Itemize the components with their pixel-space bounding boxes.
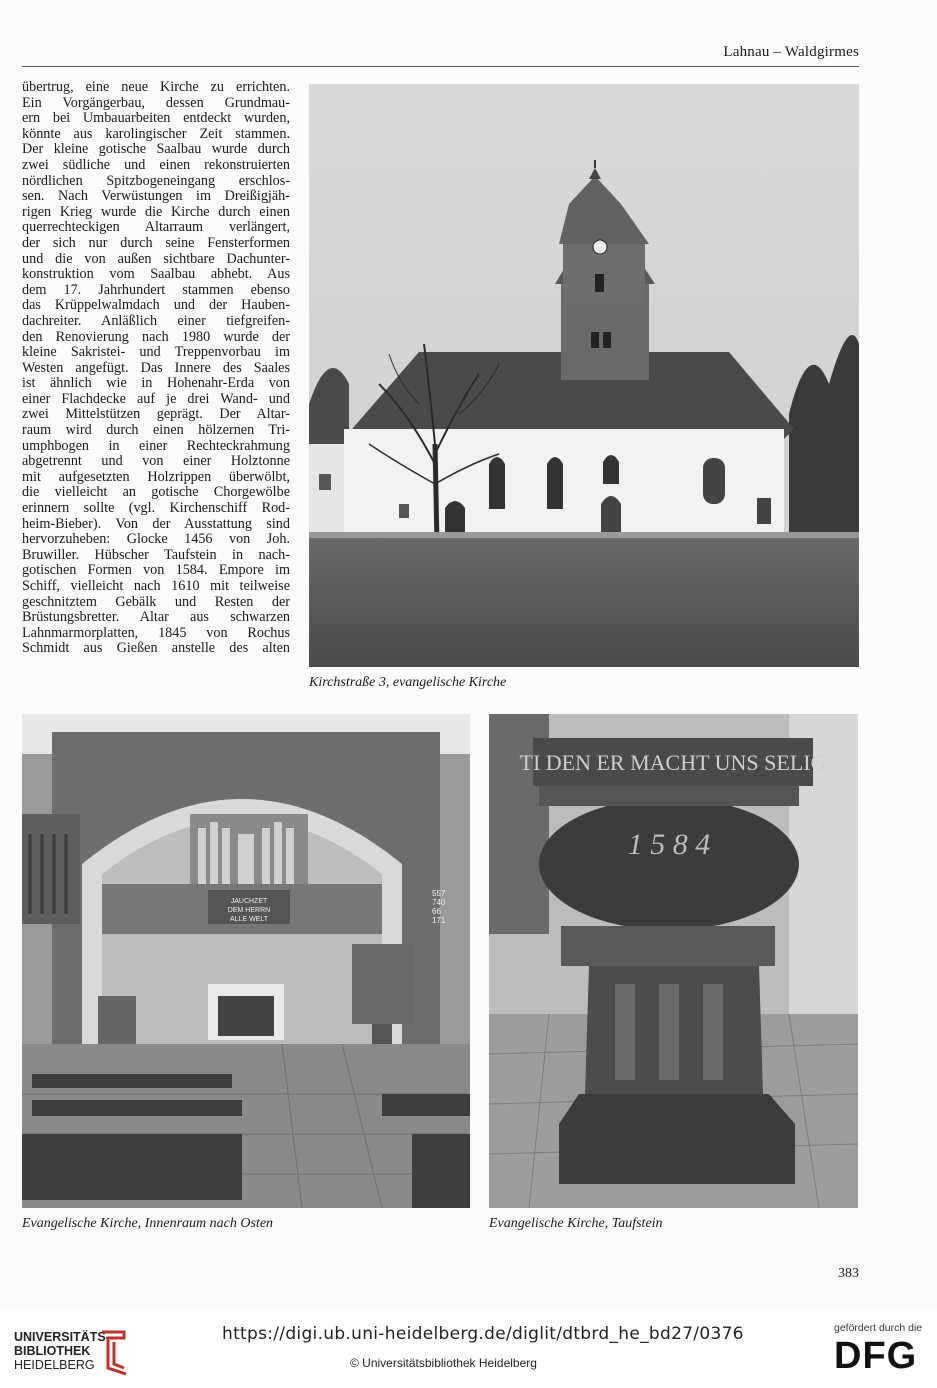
church-interior-illustration bbox=[22, 714, 470, 1208]
body-text-line: sen. Nach Verwüstungen im Dreißigjäh- bbox=[22, 188, 290, 205]
church-interior-photo bbox=[22, 714, 470, 1208]
body-text-line: könnte aus karolingischer Zeit stammen. bbox=[22, 125, 290, 142]
body-text-line: umphbogen in einer Rechteckrahmung bbox=[22, 437, 290, 454]
body-text-line: geschnitztem Gebälk und Resten der bbox=[22, 593, 290, 610]
body-text-line: Schmidt aus Gießen anstelle des alten bbox=[22, 640, 290, 657]
body-text-line: Lahnmarmorplatten, 1845 von Rochus bbox=[22, 624, 290, 641]
caption-church-exterior: Kirchstraße 3, evangelische Kirche bbox=[309, 675, 507, 690]
body-text-line: hervorzuheben: Glocke 1456 von Joh. bbox=[22, 531, 290, 548]
body-text-line: ist ähnlich wie in Hohenahr-Erda von bbox=[22, 375, 290, 392]
caption-baptismal-font: Evangelische Kirche, Taufstein bbox=[489, 1216, 663, 1231]
body-text-line: zwei Mittelstützen geprägt. Der Altar- bbox=[22, 406, 290, 423]
body-text-line: dem 17. Jahrhundert stammen ebenso bbox=[22, 281, 290, 298]
page-number: 383 bbox=[838, 1266, 859, 1281]
header-rule bbox=[22, 66, 859, 67]
body-text-line: die vielleicht an gotische Chorgewölbe bbox=[22, 484, 290, 501]
body-text-line: kleine Sakristei- und Treppenvorbau im bbox=[22, 344, 290, 361]
body-text-line: nördlichen Spitzbogeneingang erschlos- bbox=[22, 172, 290, 189]
body-text-line: Ein Vorgängerbau, dessen Grundmau- bbox=[22, 94, 290, 111]
hymn-number: 740 bbox=[432, 898, 446, 907]
caption-interior: Evangelische Kirche, Innenraum nach Osten bbox=[22, 1216, 274, 1231]
library-line-2: BIBLIOTHEK bbox=[14, 1344, 91, 1358]
body-text-line: einer Flachdecke auf je drei Wand- und bbox=[22, 390, 290, 407]
body-text-line: der sich nur durch seine Fensterformen bbox=[22, 234, 290, 251]
hymn-number: 171 bbox=[432, 916, 446, 925]
body-text-line: konstruktion vom Saalbau abhebt. Aus bbox=[22, 266, 290, 283]
copyright-notice: © Universitätsbibliothek Heidelberg bbox=[350, 1356, 537, 1370]
body-text-line: ern bei Umbauarbeiten entdeckt wurden, bbox=[22, 110, 290, 127]
body-text-line: rigen Krieg wurde die Kirche durch einen bbox=[22, 203, 290, 220]
body-text-line: zwei südliche und einen rekonstruierten bbox=[22, 156, 290, 173]
library-line-1: UNIVERSITÄTS- bbox=[14, 1330, 110, 1344]
organ-banner-line3: ALLE WELT bbox=[230, 916, 268, 923]
library-line-3: HEIDELBERG bbox=[14, 1358, 95, 1372]
baptismal-font-photo bbox=[489, 714, 858, 1208]
body-text-line: Schiff, vielleicht nach 1610 mit teilweise bbox=[22, 578, 290, 594]
hymn-number: 66 bbox=[432, 907, 441, 916]
body-text-line: gotischen Formen von 1584. Empore im bbox=[22, 562, 290, 579]
body-text-line: raum wird durch einen hölzernen Tri- bbox=[22, 422, 290, 439]
hymn-number: 557 bbox=[432, 889, 446, 898]
body-text-line: querrechteckigen Altarraum verlängert, bbox=[22, 219, 290, 236]
body-text-line: mit aufgesetzten Holzrippen überwölbt, bbox=[22, 468, 290, 485]
running-head: Lahnau – Waldgirmes bbox=[723, 44, 859, 60]
body-text-line: Westen angefügt. Das Innere des Saales bbox=[22, 359, 290, 376]
body-text-line: heim-Bieber). Von der Ausstattung sind bbox=[22, 515, 290, 532]
body-text-column bbox=[22, 80, 290, 657]
church-exterior-photo bbox=[309, 84, 859, 667]
church-exterior-illustration bbox=[309, 84, 859, 667]
library-logo-text bbox=[14, 1330, 110, 1372]
baptismal-font-illustration bbox=[489, 714, 858, 1208]
library-logo-icon bbox=[98, 1328, 130, 1378]
body-text-line: Der kleine gotische Saalbau wurde durch bbox=[22, 141, 290, 158]
permalink-url[interactable]: https://digi.ub.uni-heidelberg.de/diglit/dtbrd_he_bd27/0376 bbox=[222, 1324, 744, 1344]
body-text-line: abgetrennt und von einer Holztonne bbox=[22, 453, 290, 470]
organ-banner-line2: DEM HERRN bbox=[227, 907, 271, 914]
body-text-line: Bruwiller. Hübscher Taufstein in nach- bbox=[22, 546, 290, 563]
body-text-line: und die von außen sichtbare Dachunter- bbox=[22, 250, 290, 267]
body-text-line: Brüstungsbretter. Altar aus schwarzen bbox=[22, 609, 290, 626]
body-text-line: übertrug, eine neue Kirche zu errichten. bbox=[22, 79, 290, 95]
organ-banner-line1: JAUCHZET bbox=[230, 898, 268, 905]
footer bbox=[0, 1310, 937, 1388]
font-inscription: TI DEN ER MACHT UNS SELIG bbox=[519, 750, 827, 775]
body-text-line: erinnern sollte (vgl. Kirchenschiff Rod- bbox=[22, 500, 290, 517]
dfg-logo: DFG bbox=[834, 1335, 918, 1377]
font-year: 1 5 8 4 bbox=[627, 828, 711, 861]
body-text-line: das Krüppelwalmdach und der Hauben- bbox=[22, 297, 290, 314]
funding-label: gefördert durch die bbox=[834, 1322, 923, 1334]
body-text-line: dachreiter. Anläßlich einer tiefgreifen- bbox=[22, 312, 290, 329]
body-text-line: den Renovierung nach 1980 wurde der bbox=[22, 328, 290, 345]
